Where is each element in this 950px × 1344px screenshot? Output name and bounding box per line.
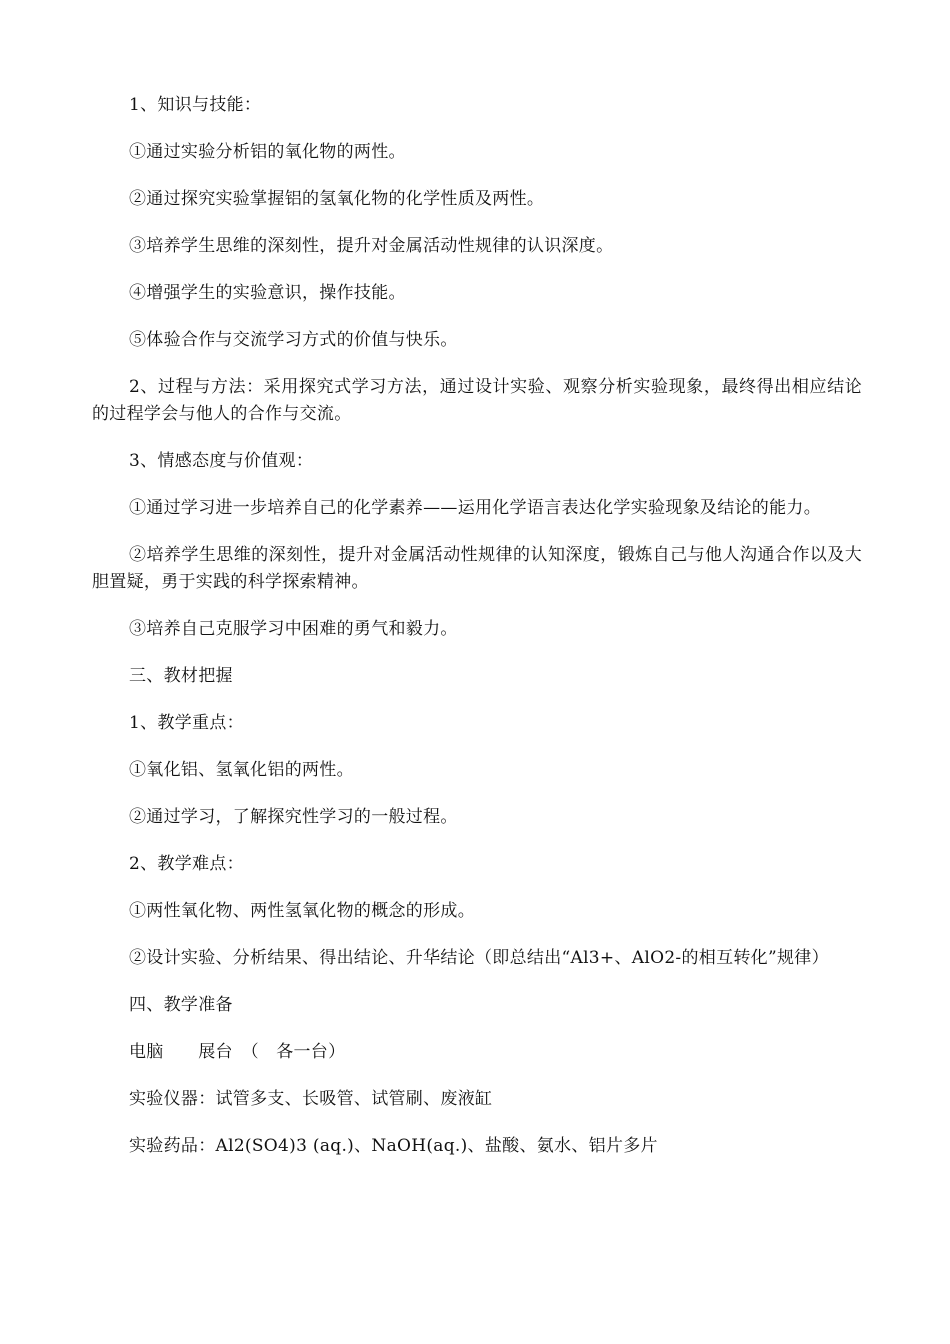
list-item: ③培养自己克服学习中困难的勇气和毅力。 (129, 619, 458, 639)
heading-difficulties: 2、教学难点： (129, 854, 244, 874)
section-heading-preparation: 四、教学准备 (129, 995, 233, 1015)
list-item: ⑤体验合作与交流学习方式的价值与快乐。 (129, 330, 458, 350)
list-item: ②通过探究实验掌握铝的氢氧化物的化学性质及两性。 (129, 189, 545, 209)
list-item: ①两性氧化物、两性氢氧化物的概念的形成。 (129, 901, 475, 921)
list-item: ②通过学习，了解探究性学习的一般过程。 (129, 807, 458, 827)
list-item: ②培养学生思维的深刻性，提升对金属活动性规律的认知深度，锻炼自己与他人沟通合作以及大胆置疑，勇于实践的科学探索精神。 (92, 545, 862, 592)
heading-emotion-values: 3、情感态度与价值观： (129, 451, 314, 471)
process-methods-paragraph: 2、过程与方法：采用探究式学习方法，通过设计实验、观察分析实验现象，最终得出相应结论的过程学会与他人的合作与交流。 (92, 377, 862, 424)
equipment-line: 电脑 展台 （ 各一台） (129, 1042, 346, 1062)
list-item: ①通过实验分析铝的氧化物的两性。 (129, 142, 406, 162)
instruments-line: 实验仪器：试管多支、长吸管、试管刷、废液缸 (129, 1089, 493, 1109)
heading-knowledge-skills: 1、知识与技能： (129, 95, 262, 115)
list-item: ④增强学生的实验意识，操作技能。 (129, 283, 406, 303)
list-item: ③培养学生思维的深刻性，提升对金属活动性规律的认识深度。 (129, 236, 614, 256)
list-item: ①氧化铝、氢氧化铝的两性。 (129, 760, 354, 780)
reagents-line: 实验药品：Al2(SO4)3 (aq.)、NaOH(aq.)、盐酸、氨水、铝片多片 (129, 1136, 658, 1156)
section-heading-textbook: 三、教材把握 (129, 666, 233, 686)
list-item: ②设计实验、分析结果、得出结论、升华结论（即总结出“Al3+、AlO2-的相互转化”规律） (129, 948, 829, 968)
document-page (92, 92, 862, 1180)
heading-key-points: 1、教学重点： (129, 713, 244, 733)
list-item: ①通过学习进一步培养自己的化学素养——运用化学语言表达化学实验现象及结论的能力。 (129, 498, 821, 518)
